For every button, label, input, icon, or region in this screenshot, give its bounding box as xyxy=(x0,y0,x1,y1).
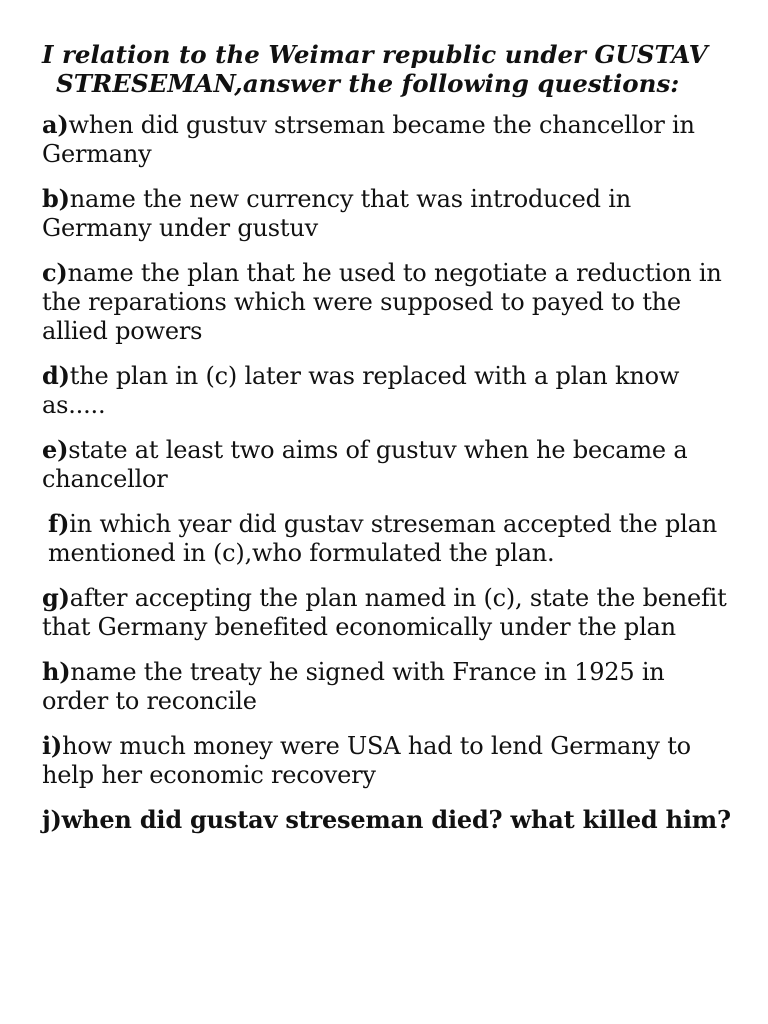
question-letter: c) xyxy=(42,258,68,287)
question-letter: i) xyxy=(42,731,63,760)
question-text: the plan in (c) later was replaced with a plan know as..... xyxy=(42,362,680,419)
question-c xyxy=(42,258,732,346)
document-title xyxy=(42,40,732,98)
question-letter: h) xyxy=(42,657,71,686)
question-d xyxy=(42,361,732,420)
question-letter: d) xyxy=(42,361,70,390)
question-b xyxy=(42,184,732,243)
document-page xyxy=(42,40,732,849)
question-e xyxy=(42,435,732,494)
question-text: when did gustav streseman died? what killed him? xyxy=(61,805,731,834)
question-a xyxy=(42,110,732,169)
question-text: in which year did gustav streseman accepted the plan mentioned in (c),who formulated the plan. xyxy=(48,510,717,567)
question-g xyxy=(42,583,732,642)
question-text: when did gustuv strseman became the chancellor in Germany xyxy=(42,111,695,168)
question-letter: f) xyxy=(48,509,70,538)
question-text: after accepting the plan named in (c), state the benefit that Germany benefited economically under the plan xyxy=(42,584,727,641)
question-letter: g) xyxy=(42,583,70,612)
title-line-2: STRESEMAN,answer the following questions: xyxy=(56,69,680,98)
question-text: how much money were USA had to lend Germany to help her economic recovery xyxy=(42,732,691,789)
question-text: name the plan that he used to negotiate a reduction in the reparations which were supposed to payed to the allied powers xyxy=(42,259,722,345)
question-text: state at least two aims of gustuv when he became a chancellor xyxy=(42,436,688,493)
question-letter: a) xyxy=(42,110,69,139)
question-letter: e) xyxy=(42,435,69,464)
question-letter: b) xyxy=(42,184,70,213)
question-j xyxy=(42,805,732,834)
question-f xyxy=(42,509,732,568)
question-h xyxy=(42,657,732,716)
title-line-1: I relation to the Weimar republic under GUSTAV xyxy=(42,40,708,69)
question-i xyxy=(42,731,732,790)
question-text: name the treaty he signed with France in 1925 in order to reconcile xyxy=(42,658,665,715)
question-text: name the new currency that was introduced in Germany under gustuv xyxy=(42,185,631,242)
question-letter: j) xyxy=(42,805,62,834)
